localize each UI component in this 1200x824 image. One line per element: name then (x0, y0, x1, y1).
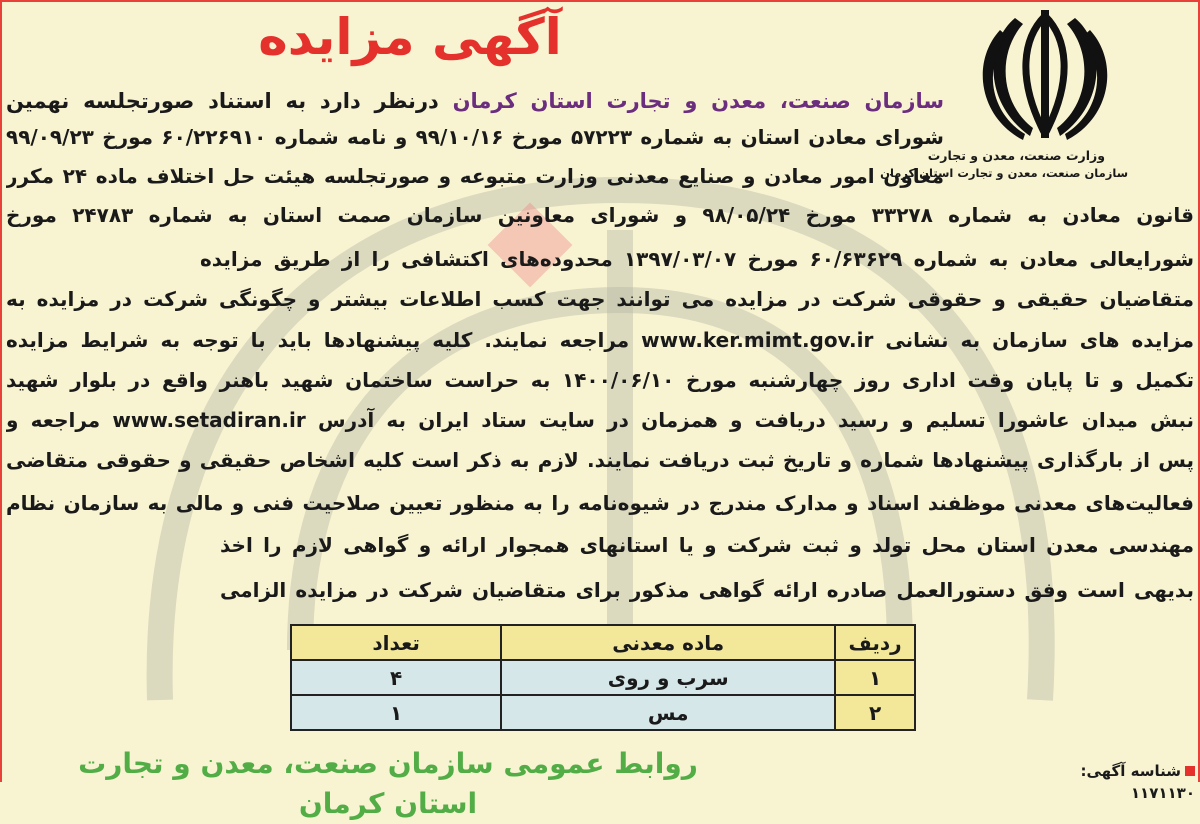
ad-id-value: ۱۱۷۱۱۳۰ (1130, 784, 1195, 802)
table-row (291, 660, 915, 695)
public-relations-signature: روابط عمومی سازمان صنعت، معدن و تجارت استان کرمان (78, 747, 698, 820)
body-line-11: فعالیت‌های معدنی موظفند اسناد و مدارک مندرج در شیوه‌نامه را به منظور تعیین صلاحیت فنی و مالی به سازمان نظام (6, 491, 1194, 515)
ad-id: شناسه آگهی: ۱۱۷۱۱۳۰ (1080, 762, 1195, 802)
minerals-table (290, 624, 916, 731)
square-bullet-icon (1185, 766, 1195, 776)
table-row (291, 695, 915, 730)
body-line-2: شورای معادن استان به شماره ۵۷۲۲۳ مورخ ۹۹/۱۰/۱۶ و نامه شماره ۶۰/۲۲۶۹۱۰ مورخ ۹۹/۰۹/۲۳ (6, 125, 944, 149)
organization-name: سازمان صنعت، معدن و تجارت استان کرمان (452, 89, 944, 113)
table-header-row (291, 625, 915, 660)
count: ۴ (291, 660, 501, 695)
body-line-9: نبش میدان عاشورا تسلیم و رسید دریافت و همزمان در سایت ستاد ایران به آدرس www.setadiran.ir مراجعه و (6, 408, 1194, 432)
mineral: سرب و روی (501, 660, 835, 695)
header-row-number: ردیف (835, 625, 915, 660)
header-count: تعداد (291, 625, 501, 660)
organization-caption: سازمان صنعت، معدن و تجارت استان کرمان (880, 166, 1128, 180)
body-line-7: مزایده های سازمان به نشانی www.ker.mimt.gov.ir مراجعه نمایند. کلیه پیشنهادها باید با توجه به شرایط مزایده (6, 328, 1194, 352)
mineral: مس (501, 695, 835, 730)
body-line-3: معاون امور معادن و صنایع معدنی وزارت متبوعه و صورتجلسه هیئت حل اختلاف ماده ۲۴ مکرر (6, 164, 944, 188)
body-line-8: تکمیل و تا پایان وقت اداری روز چهارشنبه مورخ ۱۴۰۰/۰۶/۱۰ به حراست ساختمان شهید باهنر واقع در بلوار شهید (6, 368, 1194, 392)
body-line-4: قانون معادن به شماره ۳۳۲۷۸ مورخ ۹۸/۰۵/۲۴ و شورای معاونین سازمان صمت استان به شماره ۲۴۷۸۳ مورخ (6, 203, 1194, 227)
body-line-10: پس از بارگذاری پیشنهادها شماره و تاریخ ثبت دریافت نمایند. لازم به ذکر است کلیه اشخاص حقیقی و حقوقی متقاضی (6, 448, 1194, 472)
body-line-6: متقاضیان حقیقی و حقوقی شرکت در مزایده می توانند جهت کسب اطلاعات بیشتر و چگونگی شرکت در مزایده به (6, 287, 1194, 311)
row-number: ۱ (835, 660, 915, 695)
body-line-5: شورایعالی معادن به شماره ۶۰/۶۳۶۲۹ مورخ ۱۳۹۷/۰۳/۰۷ محدوده‌های اکتشافی را از طریق مزایده (200, 247, 1194, 271)
row-number: ۲ (835, 695, 915, 730)
iran-emblem-logo (975, 8, 1115, 143)
count: ۱ (291, 695, 501, 730)
ministry-caption: وزارت صنعت، معدن و تجارت (927, 148, 1105, 163)
ad-title: آگهی مزایده (258, 8, 562, 66)
body-line-12: مهندسی معدن استان محل تولد و ثبت شرکت و یا استانهای همجوار ارائه و گواهی لازم را اخذ (220, 533, 1194, 557)
header-mineral: ماده معدنی (501, 625, 835, 660)
body-line-1: سازمان صنعت، معدن و تجارت استان کرمان درنظر دارد به استناد صورتجلسه نهمین (6, 89, 944, 113)
body-line-13: بدیهی است وفق دستورالعمل صادره ارائه گواهی مذکور برای متقاضیان شرکت در مزایده الزامی (220, 578, 1194, 602)
